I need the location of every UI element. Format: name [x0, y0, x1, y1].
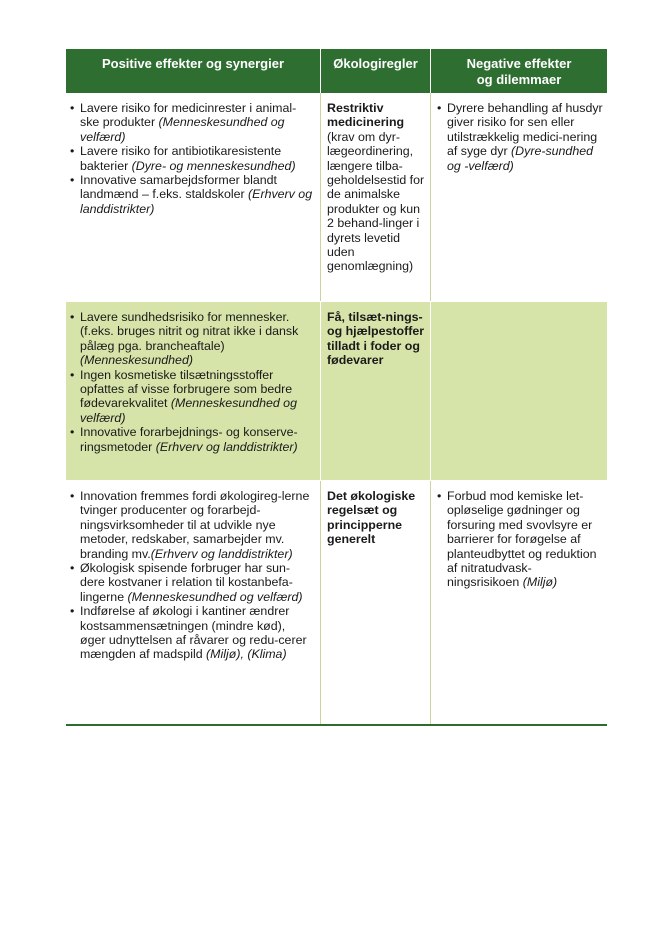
- list-item: [70, 489, 314, 561]
- rule-cell: [320, 93, 430, 301]
- item-text: Innovative forarbejdnings- og konserve-ringsmetoder: [80, 425, 298, 454]
- positive-cell: [66, 481, 320, 724]
- item-text: Lavere risiko for antibiotikaresistente bakterier: [80, 144, 282, 173]
- item-tag: (Menneskesundhed): [80, 353, 193, 368]
- rule-name: Restriktiv medicinering: [327, 101, 405, 130]
- list-item: [70, 310, 314, 368]
- header-positive: [66, 49, 320, 93]
- table-row: [66, 301, 607, 480]
- item-tag: (Menneskesundhed og velfærd): [127, 589, 303, 604]
- rule-detail: (krav om dyr-lægeordinering, længere tilba-geholdelsestid for de animalske produkter og kun 2 behand-linger i dyrets levetid uden genomlægning): [327, 129, 425, 274]
- header-negative: [430, 49, 607, 93]
- item-text: Dyrere behandling af husdyr giver risiko for sen eller utilstrækkelig medici-nering af syge dyr: [447, 101, 603, 159]
- header-rules: [320, 49, 430, 93]
- table-row: [66, 480, 607, 724]
- list-item: [70, 604, 314, 662]
- item-text: Forbud mod kemiske let-opløselige gødninger og forsuring med svovlsyre er barrierer for forøgelse af planteudbyttet og reduktion af nitratudvask-ningsrisikoen: [447, 489, 597, 590]
- list-item: [437, 101, 603, 173]
- item-tag: (Dyre-sundhed og -velfærd): [447, 144, 594, 173]
- list-item: [70, 101, 314, 144]
- item-text: Lavere risiko for medicinrester i animal-ske produkter: [80, 101, 297, 130]
- table-row: [66, 93, 607, 301]
- negative-cell: [430, 302, 607, 480]
- item-tag: (Erhverv og landdistrikter): [150, 546, 293, 561]
- header-positive-text: Positive effekter og synergier: [101, 56, 285, 71]
- item-tag: (Erhverv og landdistrikter): [80, 187, 313, 216]
- item-tag: (Menneskesundhed og velfærd): [80, 115, 285, 144]
- item-tag: (Menneskesundhed og velfærd): [80, 396, 297, 425]
- negative-cell: [430, 481, 607, 724]
- item-text: Indførelse af økologi i kantiner ændrer kostsammensætningen (mindre kød), øger udnyttelsen af råvarer og redu-cerer mængden af madspild: [80, 604, 307, 662]
- list-item: [70, 425, 314, 454]
- list-item: [70, 173, 314, 216]
- item-text: Innovative samarbejdsformer blandt landmænd – f.eks. staldskoler: [80, 173, 277, 202]
- item-text: Lavere sundhedsrisiko for mennesker. (f.eks. bruges nitrit og nitrat ikke i dansk pålæg pga. brancheaftale): [80, 310, 299, 353]
- list-item: [70, 561, 314, 604]
- negative-cell: [430, 93, 607, 301]
- effects-table: [66, 49, 607, 726]
- positive-cell: [66, 302, 320, 480]
- rule-name: Få, tilsæt-nings- og hjælpestoffer tilladt i foder og fødevarer: [327, 310, 425, 368]
- table-header-row: [66, 49, 607, 93]
- rule-name: Det økologiske regelsæt og principperne generelt: [327, 489, 416, 547]
- item-tag: (Dyre- og menneskesundhed): [131, 158, 296, 173]
- rule-cell: [320, 302, 430, 480]
- item-tag: (Erhverv og landdistrikter): [155, 439, 298, 454]
- header-rules-text: Økologiregler: [333, 56, 418, 71]
- header-negative-line-1: Negative effekter: [466, 56, 572, 71]
- rule-cell: [320, 481, 430, 724]
- item-tag: (Miljø), (Klima): [206, 647, 287, 662]
- item-text: Innovation fremmes fordi økologireg-lerne tvinger producenter og forarbejd-ningsvirksomheder til at udvikle nye metoder, redskaber, samarbejder mv. branding mv.: [80, 489, 310, 561]
- item-text: Ingen kosmetiske tilsætningsstoffer opfattes af visse forbrugere som bedre fødevarekvalitet: [80, 367, 293, 411]
- list-item: [437, 489, 603, 590]
- item-text: Økologisk spisende forbruger har sun-dere kostvaner i relation til kostanbefa-lingerne: [80, 561, 293, 604]
- header-negative-line-2: og dilemmaer: [476, 72, 562, 87]
- positive-cell: [66, 93, 320, 301]
- list-item: [70, 144, 314, 173]
- item-tag: (Miljø): [522, 575, 558, 590]
- list-item: [70, 368, 314, 426]
